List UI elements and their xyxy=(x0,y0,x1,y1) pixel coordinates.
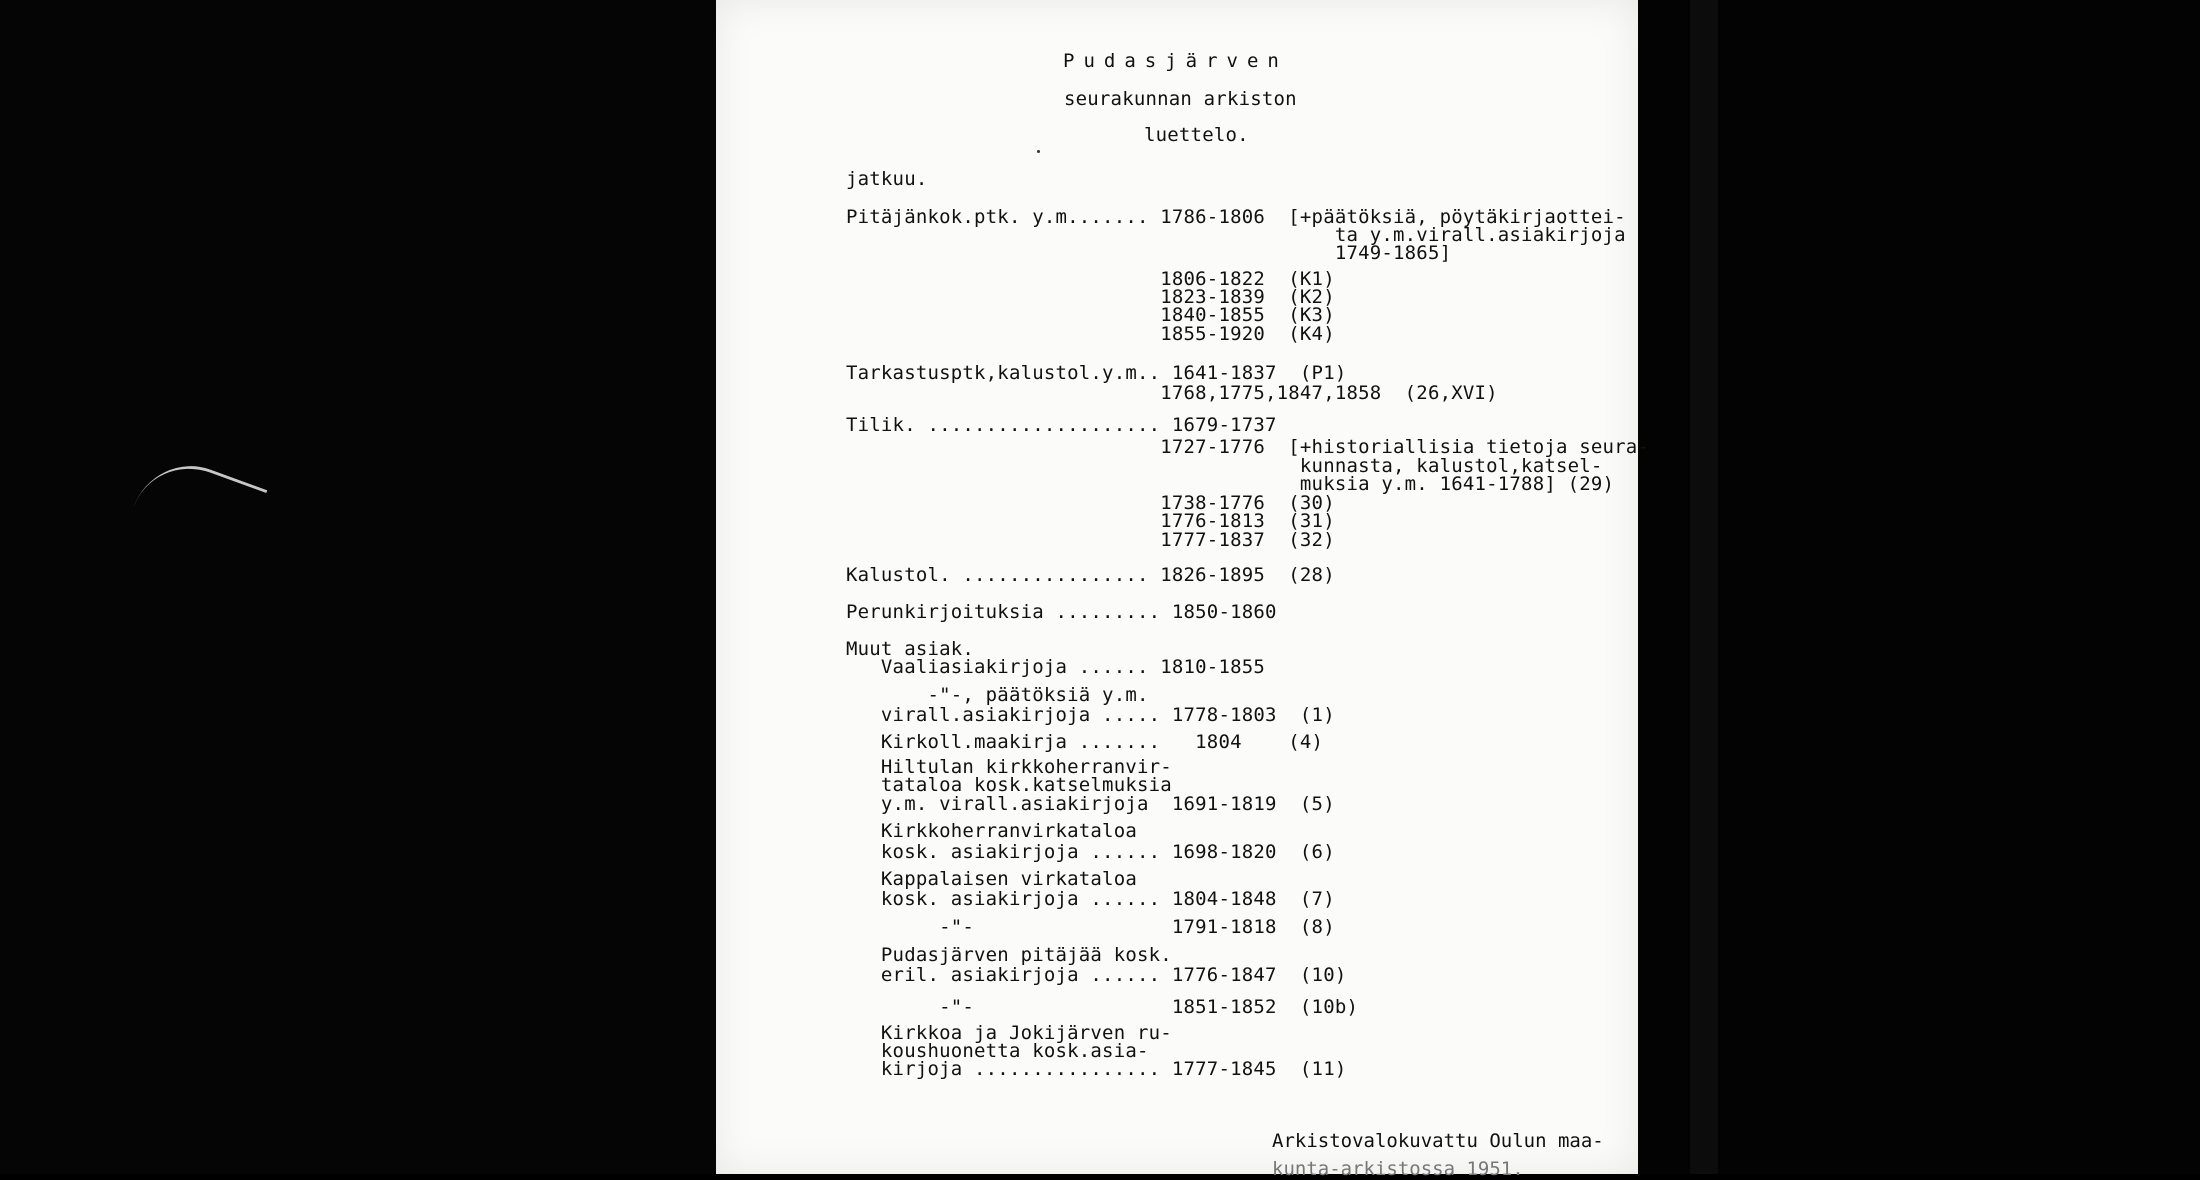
listing-line: Kalustol. ................ 1826-1895 (28) xyxy=(846,564,1335,586)
document-subtitle: seurakunnan arkiston xyxy=(1064,88,1297,110)
listing-line: Tarkastusptk,kalustol.y.m.. 1641-1837 (P1) xyxy=(846,362,1347,384)
film-background-right xyxy=(1635,0,2200,1174)
listing-line: 1855-1920 (K4) xyxy=(846,323,1335,345)
listing-line: Pitäjänkok.ptk. y.m....... 1786-1806 [+päätöksiä, pöytäkirjaottei- xyxy=(846,206,1626,228)
listing-line: 1806-1822 (K1) xyxy=(846,268,1335,290)
listing-line: kunnasta, kalustol,katsel- xyxy=(846,455,1603,477)
listing-line: ta y.m.virall.asiakirjoja xyxy=(846,224,1626,246)
listing-line: muksia y.m. 1641-1788] (29) xyxy=(846,473,1615,495)
listing-line: 1727-1776 [+historiallisia tietoja seura- xyxy=(846,436,1650,458)
document-subtitle-2: luettelo. xyxy=(1144,124,1249,146)
listing-line: Perunkirjoituksia ......... 1850-1860 xyxy=(846,601,1277,623)
listing-line: Muut asiak. xyxy=(846,638,975,660)
footer-note-2: kunta-arkistossa 1951. xyxy=(1272,1158,1524,1180)
listing-line: kosk. asiakirjoja ...... 1698-1820 (6) xyxy=(846,841,1335,863)
listing-line: Kirkkoherranvirkataloa xyxy=(846,820,1137,842)
listing-line: 1749-1865] xyxy=(846,242,1452,264)
footer-note: Arkistovalokuvattu Oulun maa- xyxy=(1272,1130,1604,1152)
listing-line: koushuonetta kosk.asia- xyxy=(846,1040,1149,1062)
listing-line: -"-, päätöksiä y.m. xyxy=(846,684,1149,706)
listing-line: 1840-1855 (K3) xyxy=(846,304,1335,326)
listing-line: -"- 1851-1852 (10b) xyxy=(846,996,1359,1018)
document-title: Pudasjärven xyxy=(1063,50,1288,72)
listing-line: -"- 1791-1818 (8) xyxy=(846,916,1335,938)
listing-line: 1738-1776 (30) xyxy=(846,492,1335,514)
film-strip-edge xyxy=(1690,0,1718,1174)
document-page xyxy=(716,0,1650,1180)
listing-line: Pudasjärven pitäjää kosk. xyxy=(846,944,1172,966)
listing-line: 1776-1813 (31) xyxy=(846,510,1335,532)
listing-line: 1768,1775,1847,1858 (26,XVI) xyxy=(846,382,1498,404)
listing-line: Kirkoll.maakirja ....... 1804 (4) xyxy=(846,731,1324,753)
listing-line: tataloa kosk.katselmuksia xyxy=(846,774,1172,796)
listing-line: Hiltulan kirkkoherranvir- xyxy=(846,756,1172,778)
listing-line: jatkuu. xyxy=(846,168,928,190)
listing-line: kirjoja ................ 1777-1845 (11) xyxy=(846,1058,1347,1080)
listing-line: 1777-1837 (32) xyxy=(846,529,1335,551)
listing-line: eril. asiakirjoja ...... 1776-1847 (10) xyxy=(846,964,1347,986)
listing-line: kosk. asiakirjoja ...... 1804-1848 (7) xyxy=(846,888,1335,910)
listing-line: Tilik. .................... 1679-1737 xyxy=(846,414,1277,436)
listing-line: Kappalaisen virkataloa xyxy=(846,868,1137,890)
ink-dot xyxy=(1037,150,1040,153)
listing-line: 1823-1839 (K2) xyxy=(846,286,1335,308)
listing-line: virall.asiakirjoja ..... 1778-1803 (1) xyxy=(846,704,1335,726)
film-background-left xyxy=(0,0,724,1174)
listing-line: Vaaliasiakirjoja ...... 1810-1855 xyxy=(846,656,1266,678)
listing-line: Kirkkoa ja Jokijärven ru- xyxy=(846,1022,1172,1044)
listing-line: y.m. virall.asiakirjoja 1691-1819 (5) xyxy=(846,793,1335,815)
